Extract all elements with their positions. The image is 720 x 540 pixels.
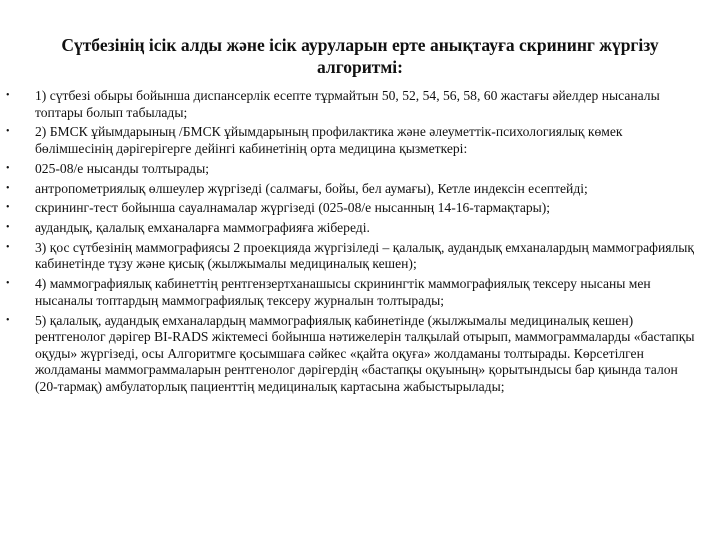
bullet-text: 1) сүтбезі обыры бойынша диспансерлік есепте тұрмайтын 50, 52, 54, 56, 58, 60 жастағы әйелдер нысаналы топтары болып табылады; xyxy=(35,88,660,120)
bullet-dot-icon: • xyxy=(6,90,10,101)
bullet-text: 5) қалалық, аудандық емханалардың маммографиялық кабинетінде (жылжымалы медициналық кешен) рентгенолог дәрігер BI-RADS жіктемесі бойынша нәтижелерін талқылай отырып, маммограммаларды «бастапқы оқуды» жүргізеді, осы Алгоритмге қосымшаға сәйкес «қайта оқуға» жолдаманы толтырады. Көрсетілген жолдаманы маммограммаларын рентгенолог дәрігердің «бастапқы оқуының» қорытындысы бар қиында талон (20-тармақ) амбулаторлық пациенттің медициналық картасына жабыстырылады; xyxy=(35,312,695,394)
bullet-item xyxy=(6,88,700,121)
bullet-list xyxy=(6,88,700,399)
bullet-dot-icon: • xyxy=(6,162,10,174)
bullet-text: 4) маммографиялық кабинеттің рентгензертханашысы скринингтік маммографиялық тексеру нысаны мен нысаналы топтардың маммографиялық тексеру журналын толтырады; xyxy=(35,276,651,308)
bullet-dot-icon: • xyxy=(6,241,10,253)
bullet-item xyxy=(6,220,700,237)
bullet-item xyxy=(6,200,700,217)
bullet-dot-icon: • xyxy=(6,202,10,214)
bullet-text: 3) қос сүтбезінің маммографиясы 2 проекцияда жүргізіледі – қалалық, аудандық емханалардың маммографиялық кабинетінде тұзу және қисық (жылжымалы медициналық кешен); xyxy=(35,239,695,272)
bullet-item xyxy=(6,124,700,157)
bullet-text: антропометриялық өлшеулер жүргізеді (салмағы, бойы, бел аумағы), Кетле индексін есептейді; xyxy=(35,180,588,196)
bullet-item xyxy=(6,160,700,178)
bullet-dot-icon: • xyxy=(6,278,10,290)
bullet-text: аудандық, қалалық емханаларға маммографияға жібереді. xyxy=(35,220,370,236)
bullet-dot-icon: • xyxy=(6,314,10,326)
bullet-text: 2) БМСК ұйымдарының /БМСК ұйымдарының профилактика және әлеуметтік-психологиялық көмек бөлімшесінің дәрігерігерге дейінгі кабинетінің орта медицина қызметкері: xyxy=(35,124,623,156)
bullet-text: скрининг-тест бойынша сауалнамалар жүргізеді (025-08/е нысанның 14-16-тармақтары); xyxy=(35,200,551,216)
bullet-item xyxy=(6,312,700,396)
bullet-dot-icon: • xyxy=(6,222,10,234)
bullet-item xyxy=(6,180,700,198)
bullet-item xyxy=(6,239,700,273)
bullet-text: 025-08/е нысанды толтырады; xyxy=(35,160,209,176)
slide-title: Сүтбезінің ісік алды және ісік ауруларын ерте анықтауға скрининг жүргізу алгоритмі: xyxy=(61,35,659,77)
bullet-item xyxy=(6,276,700,309)
bullet-dot-icon: • xyxy=(6,126,10,138)
bullet-dot-icon: • xyxy=(6,182,10,194)
